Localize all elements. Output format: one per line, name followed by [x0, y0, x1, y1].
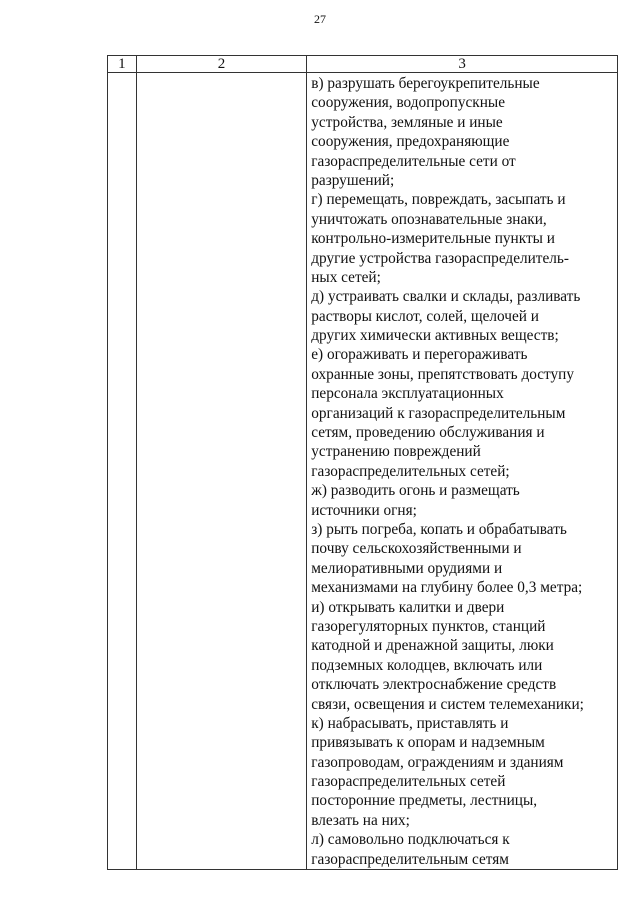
text-line: газораспределительных сетей;	[311, 462, 510, 480]
text-line: уничтожать опознавательные знаки,	[311, 210, 547, 228]
text-line: организаций к газораспределительным	[311, 404, 566, 422]
text-line: сооружения, водопропускные	[311, 94, 505, 112]
column-header-3: 3	[307, 56, 618, 73]
text-line: персонала эксплуатационных	[311, 385, 504, 403]
text-line: устранению повреждений	[311, 443, 481, 461]
text-line: механизмами на глубину более 0,3 метра;	[311, 579, 583, 597]
text-line: газораспределительным сетям	[311, 850, 509, 868]
text-line: ных сетей;	[311, 268, 381, 286]
table-row	[108, 73, 618, 870]
text-line: в) разрушать берегоукрепительные	[311, 75, 540, 92]
text-line: разрушений;	[311, 171, 395, 189]
cell-col2	[136, 73, 306, 870]
prohibitions-text	[307, 73, 617, 869]
text-line: других химически активных веществ;	[311, 327, 559, 345]
column-header-2: 2	[136, 56, 306, 73]
text-line: другие устройства газораспределитель-	[311, 249, 569, 267]
text-line: растворы кислот, солей, щелочей и	[311, 307, 539, 325]
text-line: устройства, земляные и иные	[311, 113, 503, 131]
text-line: источники огня;	[311, 501, 417, 519]
text-line: привязывать к опорам и надземным	[311, 734, 545, 752]
table-header-row	[108, 56, 618, 73]
text-line: контрольно-измерительные пункты и	[311, 230, 555, 248]
text-line: газораспределительных сетей	[311, 773, 506, 791]
text-line: мелиоративными орудиями и	[311, 559, 503, 577]
column-header-1: 1	[108, 56, 137, 73]
page-number: 27	[314, 12, 326, 26]
document-table	[107, 55, 618, 870]
text-line: е) огораживать и перегораживать	[311, 346, 528, 364]
text-line: к) набрасывать, приставлять и	[311, 714, 509, 732]
text-line: ж) разводить огонь и размещать	[311, 482, 520, 500]
text-line: газопроводам, ограждениям и зданиям	[311, 753, 564, 771]
text-line: сетям, проведению обслуживания и	[311, 424, 545, 442]
text-line: отключать электроснабжение средств	[311, 676, 557, 694]
text-line: и) открывать калитки и двери	[311, 598, 505, 616]
text-line: влезать на них;	[311, 811, 410, 829]
cell-col3	[307, 73, 618, 870]
cell-col1	[108, 73, 137, 870]
text-line: д) устраивать свалки и склады, разливать	[311, 288, 581, 306]
text-line: г) перемещать, повреждать, засыпать и	[311, 191, 566, 209]
text-line: катодной и дренажной защиты, люки	[311, 637, 554, 655]
text-line: охранные зоны, препятствовать доступу	[311, 365, 575, 383]
text-line: связи, освещения и систем телемеханики;	[311, 695, 584, 713]
text-line: газорегуляторных пунктов, станций	[311, 617, 546, 635]
text-line: з) рыть погреба, копать и обрабатывать	[311, 520, 567, 538]
text-line: л) самовольно подключаться к	[311, 831, 510, 849]
text-line: газораспределительные сети от	[311, 152, 516, 170]
text-line: почву сельскохозяйственными и	[311, 540, 522, 558]
text-line: посторонние предметы, лестницы,	[311, 792, 538, 810]
text-line: подземных колодцев, включать или	[311, 656, 543, 674]
text-line: сооружения, предохраняющие	[311, 133, 510, 151]
